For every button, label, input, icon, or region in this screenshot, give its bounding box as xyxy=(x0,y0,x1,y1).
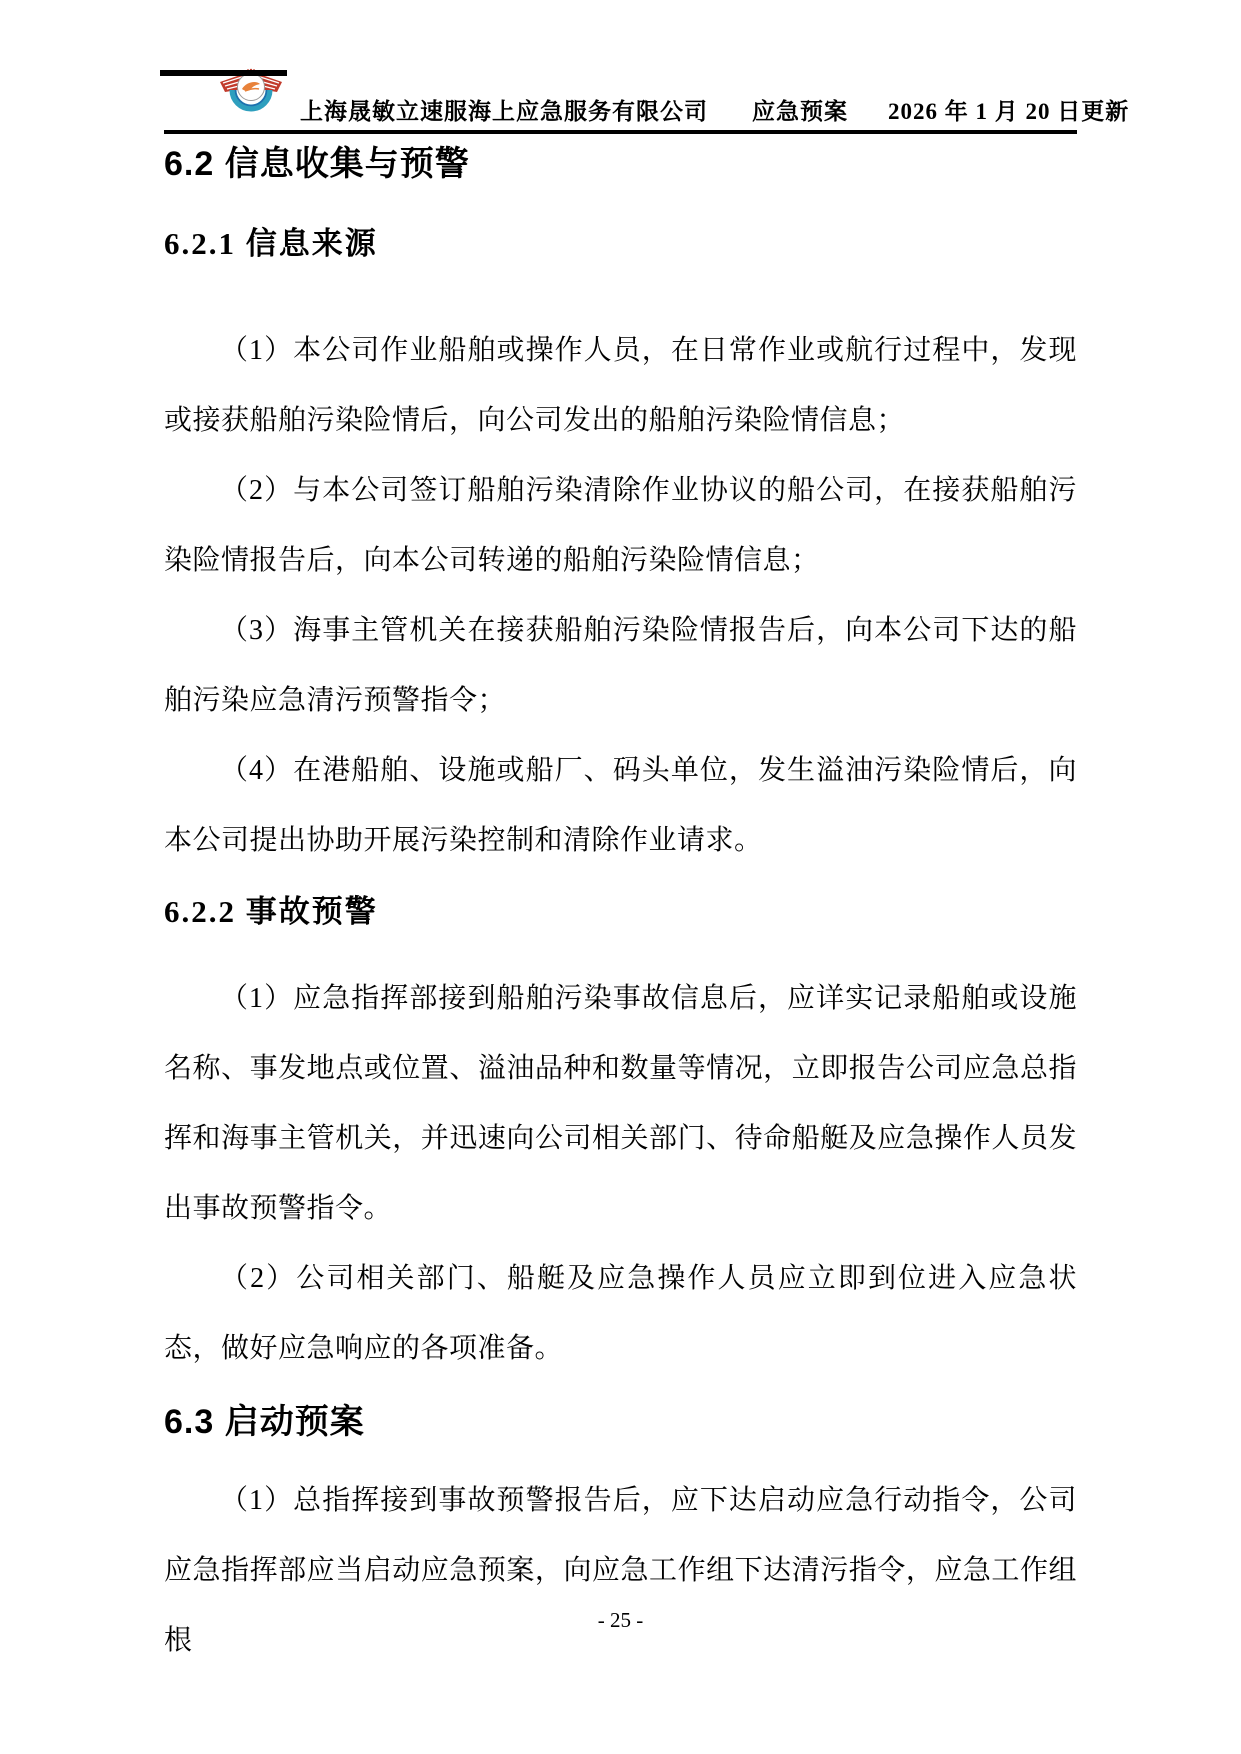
header-titles xyxy=(300,99,1129,124)
company-logo-icon xyxy=(218,68,284,124)
subsection-heading-6-2-2: 6.2.2 事故预警 xyxy=(164,894,378,929)
company-name: 上海晟敏立速服海上应急服务有限公司 xyxy=(300,98,708,124)
scan-artifact xyxy=(160,70,287,76)
section-heading-6-3: 6.3 启动预案 xyxy=(164,1403,365,1441)
paragraph: （1）总指挥接到事故预警报告后，应下达启动应急行动指令，公司应急指挥部应当启动应急预案，向应急工作组下达清污指令，应急工作组根 xyxy=(164,1485,1077,1656)
paragraph: （2）与本公司签订船舶污染清除作业协议的船公司，在接获船舶污染险情报告后，向本公司转递的船舶污染险情信息； xyxy=(164,475,1077,576)
paragraph: （3）海事主管机关在接获船舶污染险情报告后，向本公司下达的船舶污染应急清污预警指令； xyxy=(164,615,1077,716)
page-number: - 25 - xyxy=(597,1608,644,1632)
document-type: 应急预案 xyxy=(752,98,848,124)
paragraph: （1）应急指挥部接到船舶污染事故信息后，应详实记录船舶或设施名称、事发地点或位置、溢油品种和数量等情况，立即报告公司应急总指挥和海事主管机关，并迅速向公司相关部门、待命船艇及应急操作人员发出事故预警指令。 xyxy=(164,983,1077,1224)
paragraph: （1）本公司作业船舶或操作人员，在日常作业或航行过程中，发现或接获船舶污染险情后，向公司发出的船舶污染险情信息； xyxy=(164,335,1077,436)
paragraph: （2）公司相关部门、船艇及应急操作人员应立即到位进入应急状态，做好应急响应的各项准备。 xyxy=(164,1263,1077,1364)
updated-date: 2026 年 1 月 20 日更新 xyxy=(888,98,1130,124)
paragraph: （4）在港船舶、设施或船厂、码头单位，发生溢油污染险情后，向本公司提出协助开展污染控制和清除作业请求。 xyxy=(164,755,1077,856)
page-header xyxy=(164,68,1130,134)
section-heading-6-2: 6.2 信息收集与预警 xyxy=(164,145,470,183)
subsection-heading-6-2-1: 6.2.1 信息来源 xyxy=(164,226,378,261)
